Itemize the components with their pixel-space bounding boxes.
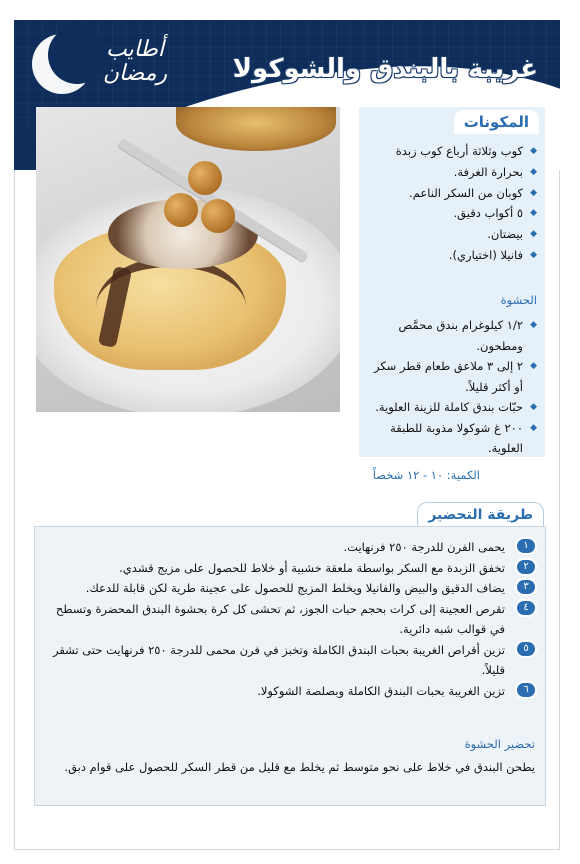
step-number-badge: ٥ [517, 642, 535, 656]
step-item [45, 537, 535, 558]
ingredients-heading: المكونات [454, 110, 539, 134]
filling-list [367, 315, 537, 459]
step-item [45, 599, 535, 640]
step-number-badge: ٣ [517, 580, 535, 594]
step-text: يضاف الدقيق والبيض والفانيلا ويخلط المزيج للحصول على عجينة طرية لكن قابلة للدعك. [85, 581, 505, 595]
filling-prep-text: يطحن البندق في خلاط على نحو متوسط ثم يخلط مع قليل من قطر السكر للحصول على قوام دبق. [64, 760, 535, 774]
page-title: غريبة بالبندق والشوكولا [232, 54, 538, 84]
step-item [45, 640, 535, 681]
hazelnut [164, 193, 198, 227]
ingredient-item: ◆ فانيلا (اختياري). [367, 245, 537, 266]
step-item [45, 578, 535, 599]
step-number-badge: ٢ [517, 560, 535, 574]
filling-item: ◆ حبّات بندق كاملة للزينة العلوية. [367, 397, 537, 418]
steps-list [45, 537, 535, 701]
step-text: تخفق الزبدة مع السكر بواسطة ملعقة خشبية أو خلاط للحصول على مزيج قشدي. [119, 560, 505, 575]
method-panel [34, 526, 546, 806]
filling-item: ◆ ١/٢ كيلوغرام بندق محمَّص ومطحون. [367, 315, 537, 356]
step-text: تزين الغريبة بحبات البندق الكاملة وبصلصة الشوكولا. [257, 683, 505, 698]
method-heading: طريقة التحضير [417, 502, 544, 527]
hazelnut [201, 199, 235, 233]
ingredient-item: ◆ بيضتان. [367, 224, 537, 245]
ingredients-panel [359, 107, 545, 457]
step-number-badge: ٤ [517, 601, 535, 615]
dish-photo [36, 107, 340, 412]
step-number-badge: ١ [517, 539, 535, 553]
logo: أطايب رمضان [102, 37, 168, 87]
filling-item: ◆ ٢ إلى ٣ ملاعق طعام قطر سكر أو أكثر قليلاً. [367, 356, 537, 397]
step-text: يحمى الفرن للدرجة ٢٥٠ فرنهايت. [343, 540, 505, 554]
ingredients-list [367, 141, 537, 266]
ingredient-item: ◆ ٥ أكواب دقيق. [367, 203, 537, 224]
ingredient-item: ◆ كوبان من السكر الناعم. [367, 183, 537, 204]
recipe-card [14, 20, 560, 850]
filling-item: ◆ ٢٠٠ غ شوكولا مذوبة للطبقة العلوية. [367, 418, 537, 459]
ingredient-item: ◆ كوب وثلاثة أرباع كوب زبدة [367, 141, 537, 162]
servings-quantity: الكمية: ١٠ - ١٢ شخصاً [372, 468, 480, 482]
step-text: تزين أقراص الغريبة بحبات البندق الكاملة وتخبز في فرن محمى للدرجة ٢٥٠ فرنهايت حتى تشقر قليلاً. [53, 642, 505, 677]
filling-heading: الحشوة [500, 293, 537, 307]
ingredient-item: ◆ بحرارة الغرفة. [367, 162, 537, 183]
step-text: تقرص العجينة إلى كرات بحجم حبات الجوز، ثم تحشى كل كرة بحشوة البندق المحضرة وتسطح في قوالب شبه دائرية. [55, 601, 505, 636]
step-item [45, 681, 535, 702]
hazelnut [188, 161, 222, 195]
step-item [45, 558, 535, 579]
filling-prep-heading: تحضير الحشوة [464, 737, 535, 751]
step-number-badge: ٦ [517, 683, 535, 697]
